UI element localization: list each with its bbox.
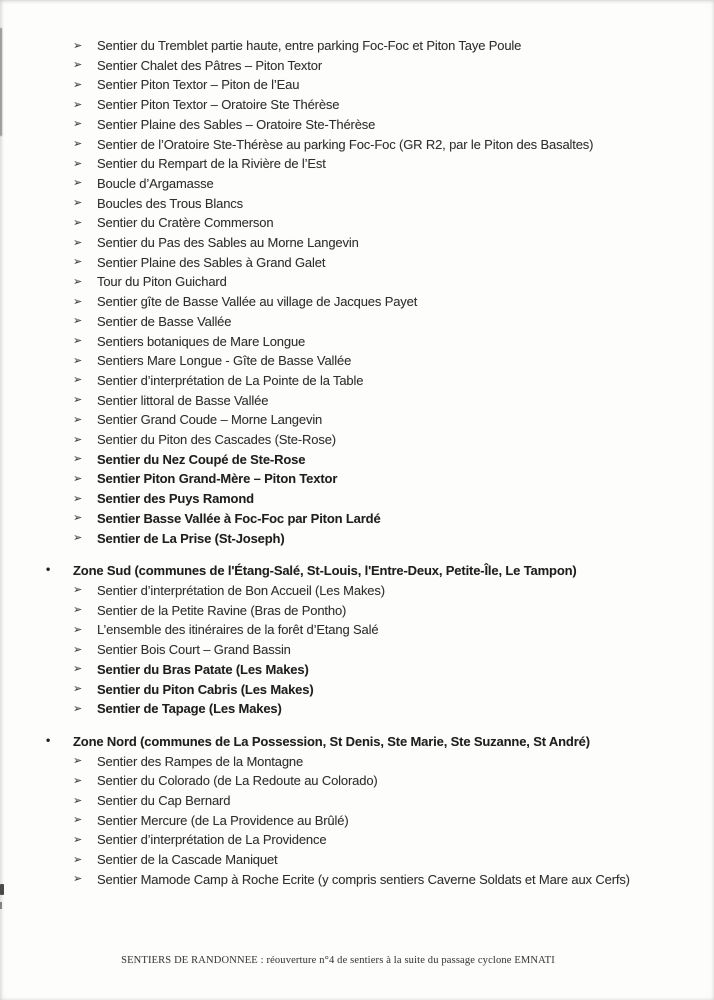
- trail-list-item: [0, 469, 660, 489]
- arrow-bullet-icon: ➢: [73, 814, 83, 827]
- arrow-bullet-icon: ➢: [73, 413, 83, 426]
- trail-item-label: Sentier Piton Textor – Piton de l’Eau: [97, 77, 300, 93]
- zone-heading-label: Zone Sud (communes de l'Étang-Salé, St-Louis, l'Entre-Deux, Petite-Île, Le Tampon): [73, 563, 577, 579]
- trail-item-label: Sentier Piton Grand-Mère – Piton Textor: [97, 471, 338, 487]
- arrow-bullet-icon: ➢: [73, 532, 83, 545]
- trail-list-item: [0, 253, 660, 273]
- trail-list-item: [0, 601, 660, 621]
- arrow-bullet-icon: ➢: [73, 512, 83, 525]
- trail-item-label: Sentier Plaine des Sables – Oratoire Ste-Thérèse: [97, 116, 376, 132]
- arrow-bullet-icon: ➢: [73, 335, 83, 348]
- trail-list-item: [0, 115, 660, 135]
- scan-artifact: [0, 902, 2, 909]
- trail-item-label: Sentier Mamode Camp à Roche Ecrite (y compris sentiers Caverne Soldats et Mare aux Cerfs): [97, 871, 630, 887]
- trail-list-item: [0, 410, 660, 430]
- trail-list-item: [0, 174, 660, 194]
- trail-item-label: Sentier de l’Oratoire Ste-Thérèse au parking Foc-Foc (GR R2, par le Piton des Basaltes): [97, 136, 594, 152]
- trail-item-label: Sentier du Piton des Cascades (Ste-Rose): [97, 432, 336, 448]
- trail-item-label: Sentier du Bras Patate (Les Makes): [97, 661, 309, 677]
- trail-item-label: L’ensemble des itinéraires de la forêt d’Etang Salé: [97, 622, 379, 638]
- arrow-bullet-icon: ➢: [73, 39, 83, 52]
- trail-list-item: [0, 791, 660, 811]
- trail-report-content: [0, 36, 660, 890]
- trail-list-item: [0, 332, 660, 352]
- trail-item-label: Sentier Grand Coude – Morne Langevin: [97, 412, 323, 428]
- trail-list-item: [0, 95, 660, 115]
- arrow-bullet-icon: ➢: [73, 394, 83, 407]
- trail-list-item: [0, 699, 660, 719]
- arrow-bullet-icon: ➢: [73, 138, 83, 151]
- arrow-bullet-icon: ➢: [73, 118, 83, 131]
- arrow-bullet-icon: ➢: [73, 623, 83, 636]
- trail-item-label: Sentier du Rempart de la Rivière de l’Est: [97, 156, 326, 172]
- trail-item-label: Boucle d’Argamasse: [97, 175, 214, 191]
- trail-item-label: Sentier du Tremblet partie haute, entre parking Foc-Foc et Piton Taye Poule: [97, 38, 522, 53]
- trail-list-item: [0, 830, 660, 850]
- trail-item-label: Sentier du Pas des Sables au Morne Langevin: [97, 235, 359, 251]
- arrow-bullet-icon: ➢: [73, 78, 83, 91]
- footer: [0, 950, 676, 968]
- arrow-bullet-icon: ➢: [73, 433, 83, 446]
- trail-list-item: [0, 811, 660, 831]
- arrow-bullet-icon: ➢: [73, 315, 83, 328]
- trail-item-label: Sentier du Colorado (de La Redoute au Colorado): [97, 773, 378, 789]
- arrow-bullet-icon: ➢: [73, 833, 83, 846]
- arrow-bullet-icon: ➢: [73, 794, 83, 807]
- trail-list-item: [0, 312, 660, 332]
- trail-list-item: [0, 489, 660, 509]
- arrow-bullet-icon: ➢: [73, 683, 83, 695]
- trail-item-label: Sentier Mercure (de La Providence au Brûlé): [97, 812, 349, 828]
- footer-caption: SENTIERS DE RANDONNEE : réouverture n°4 de sentiers à la suite du passage cyclone EMNATI: [121, 955, 555, 966]
- arrow-bullet-icon: ➢: [73, 492, 83, 505]
- trail-item-label: Sentier des Rampes de la Montagne: [97, 753, 304, 769]
- bullet-dot-icon: •: [46, 562, 51, 577]
- trail-item-label: Sentier du Nez Coupé de Ste-Rose: [97, 451, 306, 467]
- arrow-bullet-icon: ➢: [73, 197, 83, 210]
- zone-heading: [0, 732, 660, 752]
- trail-list-item: [0, 233, 660, 253]
- arrow-bullet-icon: ➢: [73, 157, 83, 170]
- arrow-bullet-icon: ➢: [73, 374, 83, 387]
- arrow-bullet-icon: ➢: [73, 755, 83, 768]
- trail-list-item: [0, 509, 660, 529]
- trail-item-label: Sentier d’interprétation de Bon Accueil (Les Makes): [97, 582, 385, 598]
- arrow-bullet-icon: ➢: [73, 853, 83, 866]
- trail-item-label: Sentier Basse Vallée à Foc-Foc par Piton Lardé: [97, 510, 381, 526]
- arrow-bullet-icon: ➢: [73, 275, 83, 288]
- arrow-bullet-icon: ➢: [73, 59, 83, 72]
- arrow-bullet-icon: ➢: [73, 604, 83, 617]
- trail-list-item: [0, 154, 660, 174]
- trail-item-label: Sentier de La Prise (St-Joseph): [97, 530, 285, 546]
- trail-item-label: Sentier de la Cascade Maniquet: [97, 852, 278, 868]
- trail-list-item: [0, 640, 660, 660]
- arrow-bullet-icon: ➢: [73, 873, 83, 886]
- arrow-bullet-icon: ➢: [73, 453, 83, 466]
- trail-item-label: Sentiers Mare Longue - Gîte de Basse Vallée: [97, 353, 352, 369]
- trail-item-label: Sentier littoral de Basse Vallée: [97, 392, 269, 408]
- arrow-bullet-icon: ➢: [73, 177, 83, 190]
- trail-list-item: [0, 135, 660, 155]
- trail-item-label: Sentier de la Petite Ravine (Bras de Pontho): [97, 602, 347, 618]
- trail-item-label: Sentier d’interprétation de La Pointe de la Table: [97, 372, 364, 388]
- trail-item-label: Sentiers botaniques de Mare Longue: [97, 333, 306, 349]
- arrow-bullet-icon: ➢: [73, 643, 83, 656]
- trail-list-item: [0, 292, 660, 312]
- trail-item-label: Sentier Chalet des Pâtres – Piton Textor: [97, 57, 322, 73]
- trail-list-item: [0, 581, 660, 601]
- trail-list-item: [0, 680, 660, 700]
- arrow-bullet-icon: ➢: [73, 295, 83, 308]
- bullet-dot-icon: •: [46, 732, 51, 747]
- zone-heading: [0, 561, 660, 581]
- trail-list-item: [0, 752, 660, 772]
- arrow-bullet-icon: ➢: [73, 472, 83, 485]
- trail-list-item: [0, 430, 660, 450]
- trail-list-item: [0, 213, 660, 233]
- trail-list-item: [0, 391, 660, 411]
- trail-list-item: [0, 660, 660, 680]
- trail-item-label: Sentier de Tapage (Les Makes): [97, 701, 282, 717]
- zone-heading-label: Zone Nord (communes de La Possession, St Denis, Ste Marie, Ste Suzanne, St André): [73, 733, 590, 749]
- trail-item-label: Sentier de Basse Vallée: [97, 313, 232, 329]
- trail-item-label: Sentier du Piton Cabris (Les Makes): [97, 681, 314, 697]
- trail-list-item: [0, 870, 660, 890]
- trail-item-label: Sentier des Puys Ramond: [97, 491, 254, 507]
- trail-item-label: Boucles des Trous Blancs: [97, 195, 243, 211]
- trail-item-label: Sentier gîte de Basse Vallée au village de Jacques Payet: [97, 294, 418, 310]
- trail-list-item: [0, 75, 660, 95]
- trail-list-item: [0, 850, 660, 870]
- trail-list-item: [0, 450, 660, 470]
- arrow-bullet-icon: ➢: [73, 256, 83, 269]
- trail-list-item: [0, 194, 660, 214]
- trail-list-item: [0, 36, 660, 56]
- trail-item-label: Sentier du Cap Bernard: [97, 793, 231, 809]
- trail-list-item: [0, 620, 660, 640]
- arrow-bullet-icon: ➢: [73, 98, 83, 111]
- arrow-bullet-icon: ➢: [73, 584, 83, 597]
- trail-list-item: [0, 771, 660, 791]
- trail-item-label: Tour du Piton Guichard: [97, 274, 227, 290]
- arrow-bullet-icon: ➢: [73, 216, 83, 229]
- trail-item-label: Sentier Plaine des Sables à Grand Galet: [97, 254, 326, 270]
- trail-list-item: [0, 272, 660, 292]
- arrow-bullet-icon: ➢: [73, 663, 83, 676]
- arrow-bullet-icon: ➢: [73, 354, 83, 367]
- trail-list-item: [0, 351, 660, 371]
- trail-list-item: [0, 529, 660, 549]
- trail-item-label: Sentier d’interprétation de La Providence: [97, 832, 327, 848]
- trail-item-label: Sentier Piton Textor – Oratoire Ste Thérèse: [97, 97, 340, 113]
- trail-list-item: [0, 371, 660, 391]
- trail-item-label: Sentier du Cratère Commerson: [97, 215, 274, 231]
- trail-item-label: Sentier Bois Court – Grand Bassin: [97, 642, 291, 658]
- arrow-bullet-icon: ➢: [73, 236, 83, 249]
- trail-list-item: [0, 56, 660, 76]
- arrow-bullet-icon: ➢: [73, 774, 83, 787]
- arrow-bullet-icon: ➢: [73, 702, 83, 715]
